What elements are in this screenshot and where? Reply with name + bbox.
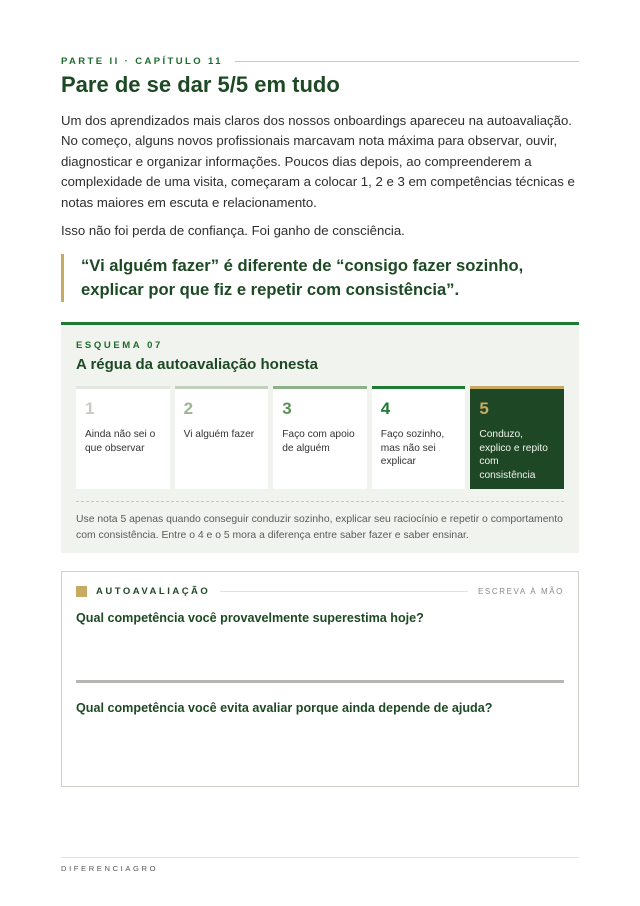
level-description: Conduzo, explico e repito com consistência bbox=[479, 429, 548, 481]
rating-level-5 bbox=[470, 386, 564, 489]
scheme-title: A régua da autoavaliação honesta bbox=[76, 356, 319, 373]
rating-scale bbox=[76, 386, 564, 489]
level-number: 2 bbox=[183, 399, 194, 418]
chapter-label: PARTE II · CAPÍTULO 11 bbox=[61, 55, 223, 67]
footer-divider bbox=[61, 857, 579, 858]
level-description: Vi alguém fazer bbox=[183, 429, 255, 440]
conclusion-paragraph: Isso não foi perda de confiança. Foi ganho de consciência. bbox=[61, 223, 405, 238]
scheme-label: ESQUEMA 07 bbox=[76, 340, 163, 351]
level-number: 5 bbox=[479, 399, 489, 418]
question-1: Qual competência você provavelmente superestima hoje? bbox=[76, 611, 424, 625]
rating-level-4 bbox=[372, 386, 466, 489]
level-number: 4 bbox=[380, 399, 391, 418]
pull-quote-text: “Vi alguém fazer” é diferente de “consigo fazer sozinho, explicar por que fiz e repetir com consistência”. bbox=[81, 256, 524, 299]
self-evaluation-label: AUTOAVALIAÇÃO bbox=[96, 585, 211, 597]
intro-paragraph: Um dos aprendizados mais claros dos nossos onboardings apareceu na autoavaliação. No começo, alguns novos profissionais marcavam nota máxima para observar, ouvir, diagnosticar e organizar informações. Poucos dias depois, ao compreenderem a complexidade de uma visita, começaram a colocar 1, 2 e 3 em competências técnicas e notas maiores em escuta e relacionamento. bbox=[61, 113, 575, 210]
level-description: Faço sozinho, mas não sei explicar bbox=[380, 429, 445, 468]
question-2: Qual competência você evita avaliar porque ainda depende de ajuda? bbox=[76, 701, 493, 715]
self-evaluation-box bbox=[61, 571, 579, 787]
self-evaluation-header bbox=[76, 584, 564, 598]
rating-level-3 bbox=[273, 386, 367, 489]
header-divider bbox=[220, 591, 468, 592]
chapter-divider bbox=[235, 61, 579, 62]
scheme-note: Use nota 5 apenas quando conseguir conduzir sozinho, explicar seu raciocínio e repetir o comportamento com consistência. Entre o 4 e o 5 mora a diferença entre saber fazer e saber ensinar. bbox=[76, 514, 563, 541]
level-description: Ainda não sei o que observar bbox=[85, 429, 156, 454]
chapter-header bbox=[61, 54, 579, 68]
page-title: Pare de se dar 5/5 em tudo bbox=[61, 72, 340, 97]
handwrite-hint: ESCREVA À MÃO bbox=[477, 586, 564, 596]
footer-brand: DIFERENCIAGRO bbox=[61, 864, 159, 873]
scheme-divider bbox=[76, 501, 564, 502]
level-number: 1 bbox=[85, 399, 95, 418]
rating-level-1 bbox=[76, 386, 170, 489]
scheme-box bbox=[61, 322, 579, 553]
rating-level-2 bbox=[175, 386, 269, 489]
gold-square-icon bbox=[76, 586, 87, 597]
answer-separator bbox=[76, 680, 564, 683]
level-number: 3 bbox=[282, 399, 292, 418]
pull-quote bbox=[61, 254, 581, 302]
level-description: Faço com apoio de alguém bbox=[282, 429, 355, 454]
